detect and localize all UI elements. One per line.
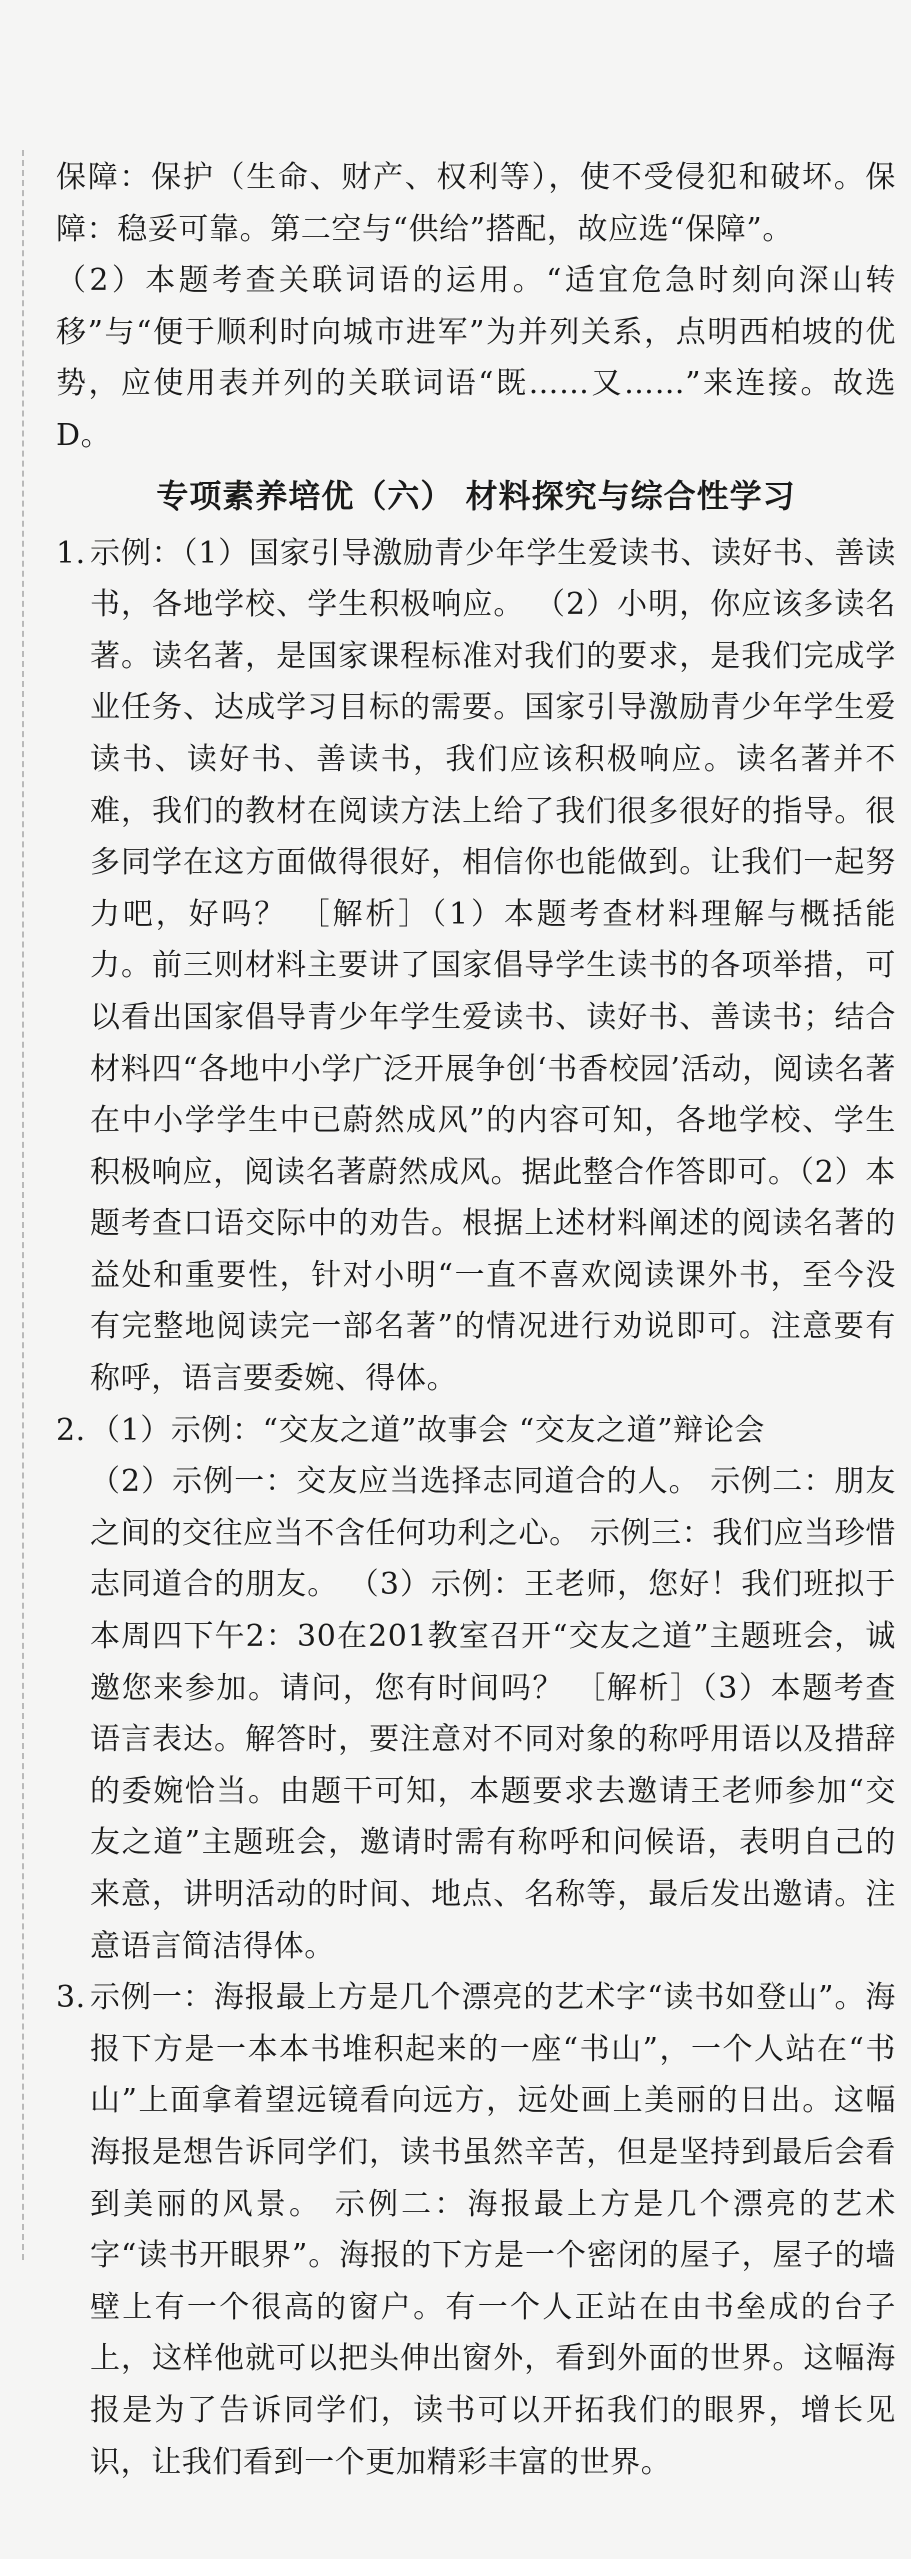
analysis-text: （3）本题考查语言表达。解答时，要注意对不同对象的称呼用语以及措辞的委婉恰当。由题干可知，本题要求去邀请王老师参加“交友之道”主题班会，邀请时需有称呼和问候语，表明自己的来意，讲明活动的时间、地点、名称等，最后发出邀请。注意语言简洁得体。 [90,1670,897,1964]
answer-text: （1）示例：“交友之道”故事会 “交友之道”辩论会 （2）示例一：交友应当选择志同道合的人。 示例二：朋友之间的交往应当不含任何功利之心。 示例三：我们应当珍惜志同道合的朋友。 （3）示例：王老师，您好！我们班拟于本周四下午2：30在201教室召开“交友之道”主题班会，诚邀您来参加。请问，您有时间吗？ [90,1412,896,1706]
question-number: 2. [56,1412,86,1448]
section-title: 专项素养培优（六） 材料探究与综合性学习 [156,476,796,515]
analysis-label: ［解析］ [575,1670,702,1706]
answer-text: 示例：（1）国家引导激励青少年学生爱读书、读好书、善读书，各地学校、学生积极响应。 （2）小明，你应该多读名著。读名著，是国家课程标准对我们的要求，是我们完成学业任务、达成学习目标的需要。国家引导激励青少年学生爱读书、读好书、善读书，我们应该积极响应。读名著并不难，我们的教材在阅读方法上给了我们很多很好的指导。很多同学在这方面做得很好，相信你也能做到。让我们一起努力吧，好吗？ [90,535,896,932]
answer-text: 示例一：海报最上方是几个漂亮的艺术字“读书如登山”。海报下方是一本本书堆积起来的一座“书山”，一个人站在“书山”上面拿着望远镜看向远方，远处画上美丽的日出。这幅海报是想告诉同学们，读书虽然辛苦，但是坚持到最后会看到美丽的风景。 示例二：海报最上方是几个漂亮的艺术字“读书开眼界”。海报的下方是一个密闭的屋子，屋子的墙壁上有一个很高的窗户。有一个人正站在由书垒成的台子上，这样他就可以把头伸出窗外，看到外面的世界。这幅海报是为了告诉同学们，读书可以开拓我们的眼界，增长见识，让我们看到一个更加精彩丰富的世界。 [90,1980,896,2480]
question-item-2 [56,1405,896,1973]
question-number: 3. [56,1980,86,2016]
analysis-text: （1）本题考查材料理解与概括能力。前三则材料主要讲了国家倡导学生读书的各项举措，可以看出国家倡导青少年学生爱读书、读好书、善读书；结合材料四“各地中小学广泛开展争创‘书香校园’活动，阅读名著在中小学学生中已蔚然成风”的内容可知，各地学校、学生积极响应，阅读名著蔚然成风。据此整合作答即可。（2）本题考查口语交际中的劝告。根据上述材料阐述的阅读名著的益处和重要性，针对小明“一直不喜欢阅读课外书，至今没有完整地阅读完一部名著”的情况进行劝说即可。注意要有称呼，语言要委婉、得体。 [90,896,896,1397]
analysis-label: ［解析］ [299,896,432,932]
question-item-1 [56,528,896,1405]
answer-page [56,152,896,2488]
question-item-3 [56,1972,896,2488]
question-number: 1. [56,535,86,571]
intro-paragraph-2: （2）本题考查关联词语的运用。“适宜危急时刻向深山转移”与“便于顺利时向城市进军”为并列关系，点明西柏坡的优势，应使用表并列的关联词语“既……又……”来连接。故选D。 [56,263,896,453]
intro-paragraph-1: 保障：保护（生命、财产、权利等），使不受侵犯和破坏。保障：稳妥可靠。第二空与“供给”搭配，故应选“保障”。 [56,160,896,247]
binding-margin-rule [22,150,24,2260]
